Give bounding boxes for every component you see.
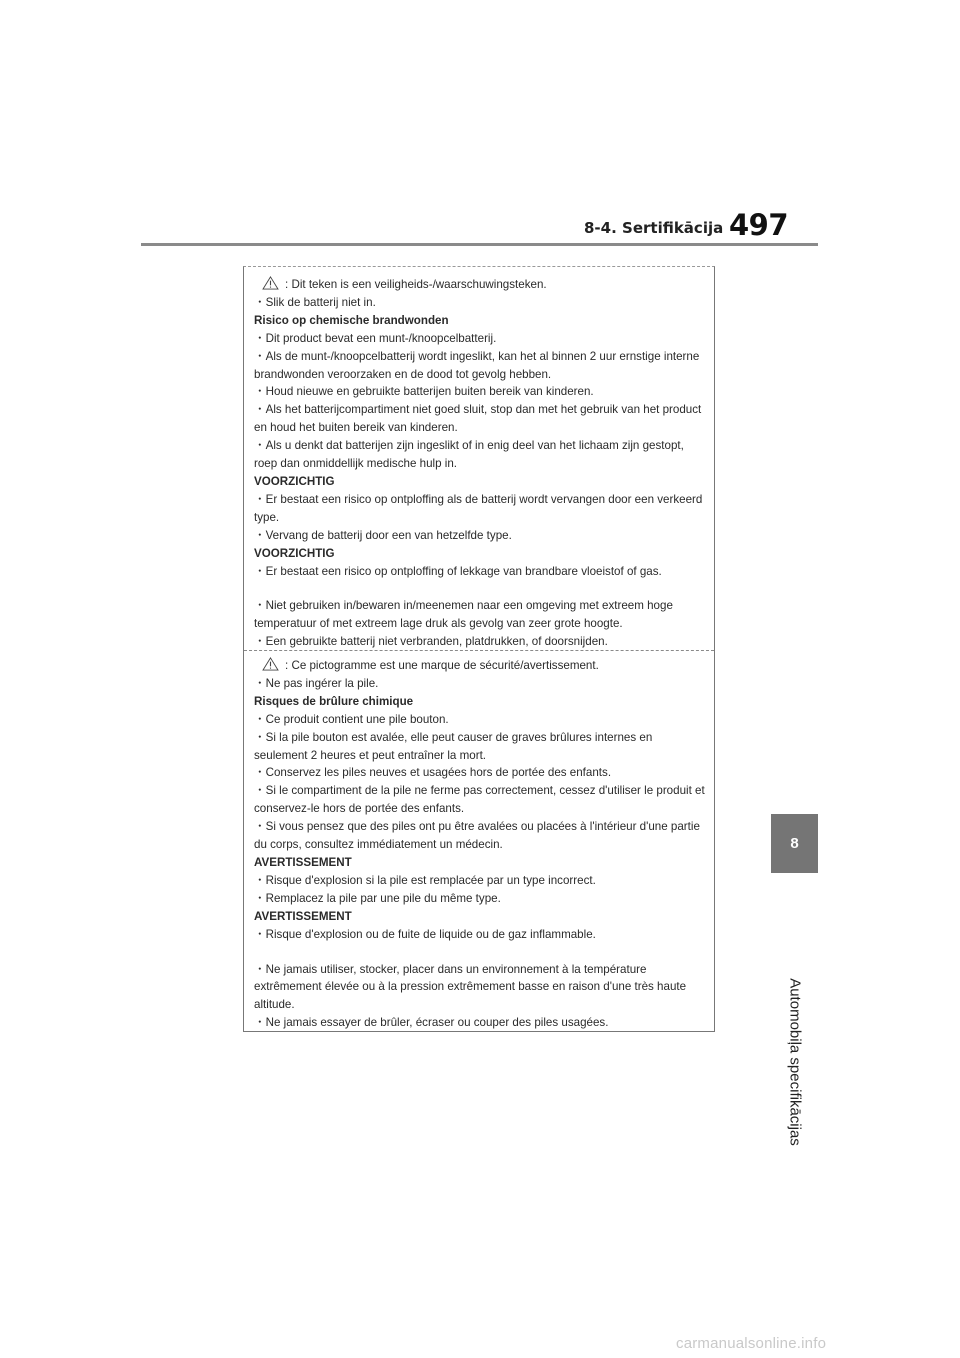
label-line: ・Remplacez la pile par une pile du même type. — [254, 891, 501, 905]
label-line: ・Ne jamais utiliser, stocker, placer dans un environnement à la température extrêmement élevée ou à la pression extrêmement basse en raison d'une très haute altitude. — [254, 962, 687, 1012]
label-line: ・Risque d'explosion ou de fuite de liquide ou de gaz inflammable. — [254, 927, 596, 941]
page-number: 497 — [729, 208, 789, 242]
warning-triangle-icon — [262, 276, 279, 290]
footer-watermark[interactable]: carmanualsonline.info — [676, 1335, 827, 1352]
label-heading: Risico op chemische brandwonden — [254, 313, 449, 327]
label-lines-fr — [254, 675, 706, 1032]
label-divider — [244, 650, 714, 651]
label-line: ・Si vous pensez que des piles ont pu être avalées ou placées à l'intérieur d'une partie du corps, consultez immédiatement un médecin. — [254, 820, 700, 852]
label-line: ・Dit product bevat een munt-/knoopcelbatterij. — [254, 331, 497, 345]
chapter-title: Automobiļa specifikācijas — [786, 978, 804, 1146]
label-line: ・Si la pile bouton est avalée, elle peut causer de graves brûlures internes en seulement 2 heures et peut entraîner la mort. — [254, 730, 653, 762]
label-line: ・Risque d'explosion si la pile est remplacée par un type incorrect. — [254, 873, 596, 887]
label-line: ・Een gebruikte batterij niet verbranden, platdrukken, of doorsnijden. — [254, 635, 608, 649]
label-line: ・Houd nieuwe en gebruikte batterijen buiten bereik van kinderen. — [254, 385, 594, 399]
label-heading: AVERTISSEMENT — [254, 909, 352, 923]
warning-triangle-icon — [262, 657, 279, 671]
label-line: ・Er bestaat een risico op ontploffing als de batterij wordt vervangen door een verkeerd type. — [254, 492, 703, 524]
chapter-number: 8 — [790, 835, 799, 852]
label-line: ・Ne pas ingérer la pile. — [254, 676, 379, 690]
label-heading: VOORZICHTIG — [254, 474, 335, 488]
label-intro-nl-text: : Dit teken is een veiligheids-/waarschuwingsteken. — [285, 278, 547, 291]
label-heading: VOORZICHTIG — [254, 546, 335, 560]
label-intro-fr — [254, 657, 706, 675]
label-section-nl — [254, 276, 706, 651]
label-line: ・Ne jamais essayer de brûler, écraser ou couper des piles usagées. — [254, 1016, 609, 1030]
battery-warning-label — [243, 266, 715, 1032]
label-line: ・Si le compartiment de la pile ne ferme pas correctement, cessez d'utiliser le produit et conservez-le hors de portée des enfants. — [254, 784, 705, 816]
label-line: ・Slik de batterij niet in. — [254, 295, 376, 309]
label-section-fr — [254, 657, 706, 1032]
label-intro-fr-text: : Ce pictogramme est une marque de sécurité/avertissement. — [285, 659, 599, 672]
chapter-tab[interactable] — [771, 814, 818, 873]
label-line: ・Niet gebruiken in/bewaren in/meenemen naar een omgeving met extreem hoge temperatuur of met extreem lage druk als gevolg van zeer grote hoogte. — [254, 599, 673, 631]
label-line: ・Vervang de batterij door een van hetzelfde type. — [254, 528, 512, 542]
label-heading: Risques de brûlure chimique — [254, 694, 414, 708]
header-section-title: 8-4. Sertifikācija — [584, 219, 724, 237]
label-line: ・Als de munt-/knoopcelbatterij wordt ingeslikt, kan het al binnen 2 uur ernstige interne brandwonden veroorzaken en de dood tot gevolg hebben. — [254, 349, 700, 381]
label-line: ・Ce produit contient une pile bouton. — [254, 712, 449, 726]
header-rule — [141, 243, 818, 246]
label-line: ・Als het batterijcompartiment niet goed sluit, stop dan met het gebruik van het product en houd het buiten bereik van kinderen. — [254, 403, 702, 435]
label-line: ・Conservez les piles neuves et usagées hors de portée des enfants. — [254, 766, 612, 780]
label-heading: AVERTISSEMENT — [254, 855, 352, 869]
label-lines-nl — [254, 294, 706, 651]
label-intro-nl — [254, 276, 706, 294]
label-line: ・Als u denkt dat batterijen zijn ingeslikt of in enig deel van het lichaam zijn gestopt, roep dan onmiddellijk medische hulp in. — [254, 439, 684, 471]
label-line: ・Er bestaat een risico op ontploffing of lekkage van brandbare vloeistof of gas. — [254, 564, 662, 578]
